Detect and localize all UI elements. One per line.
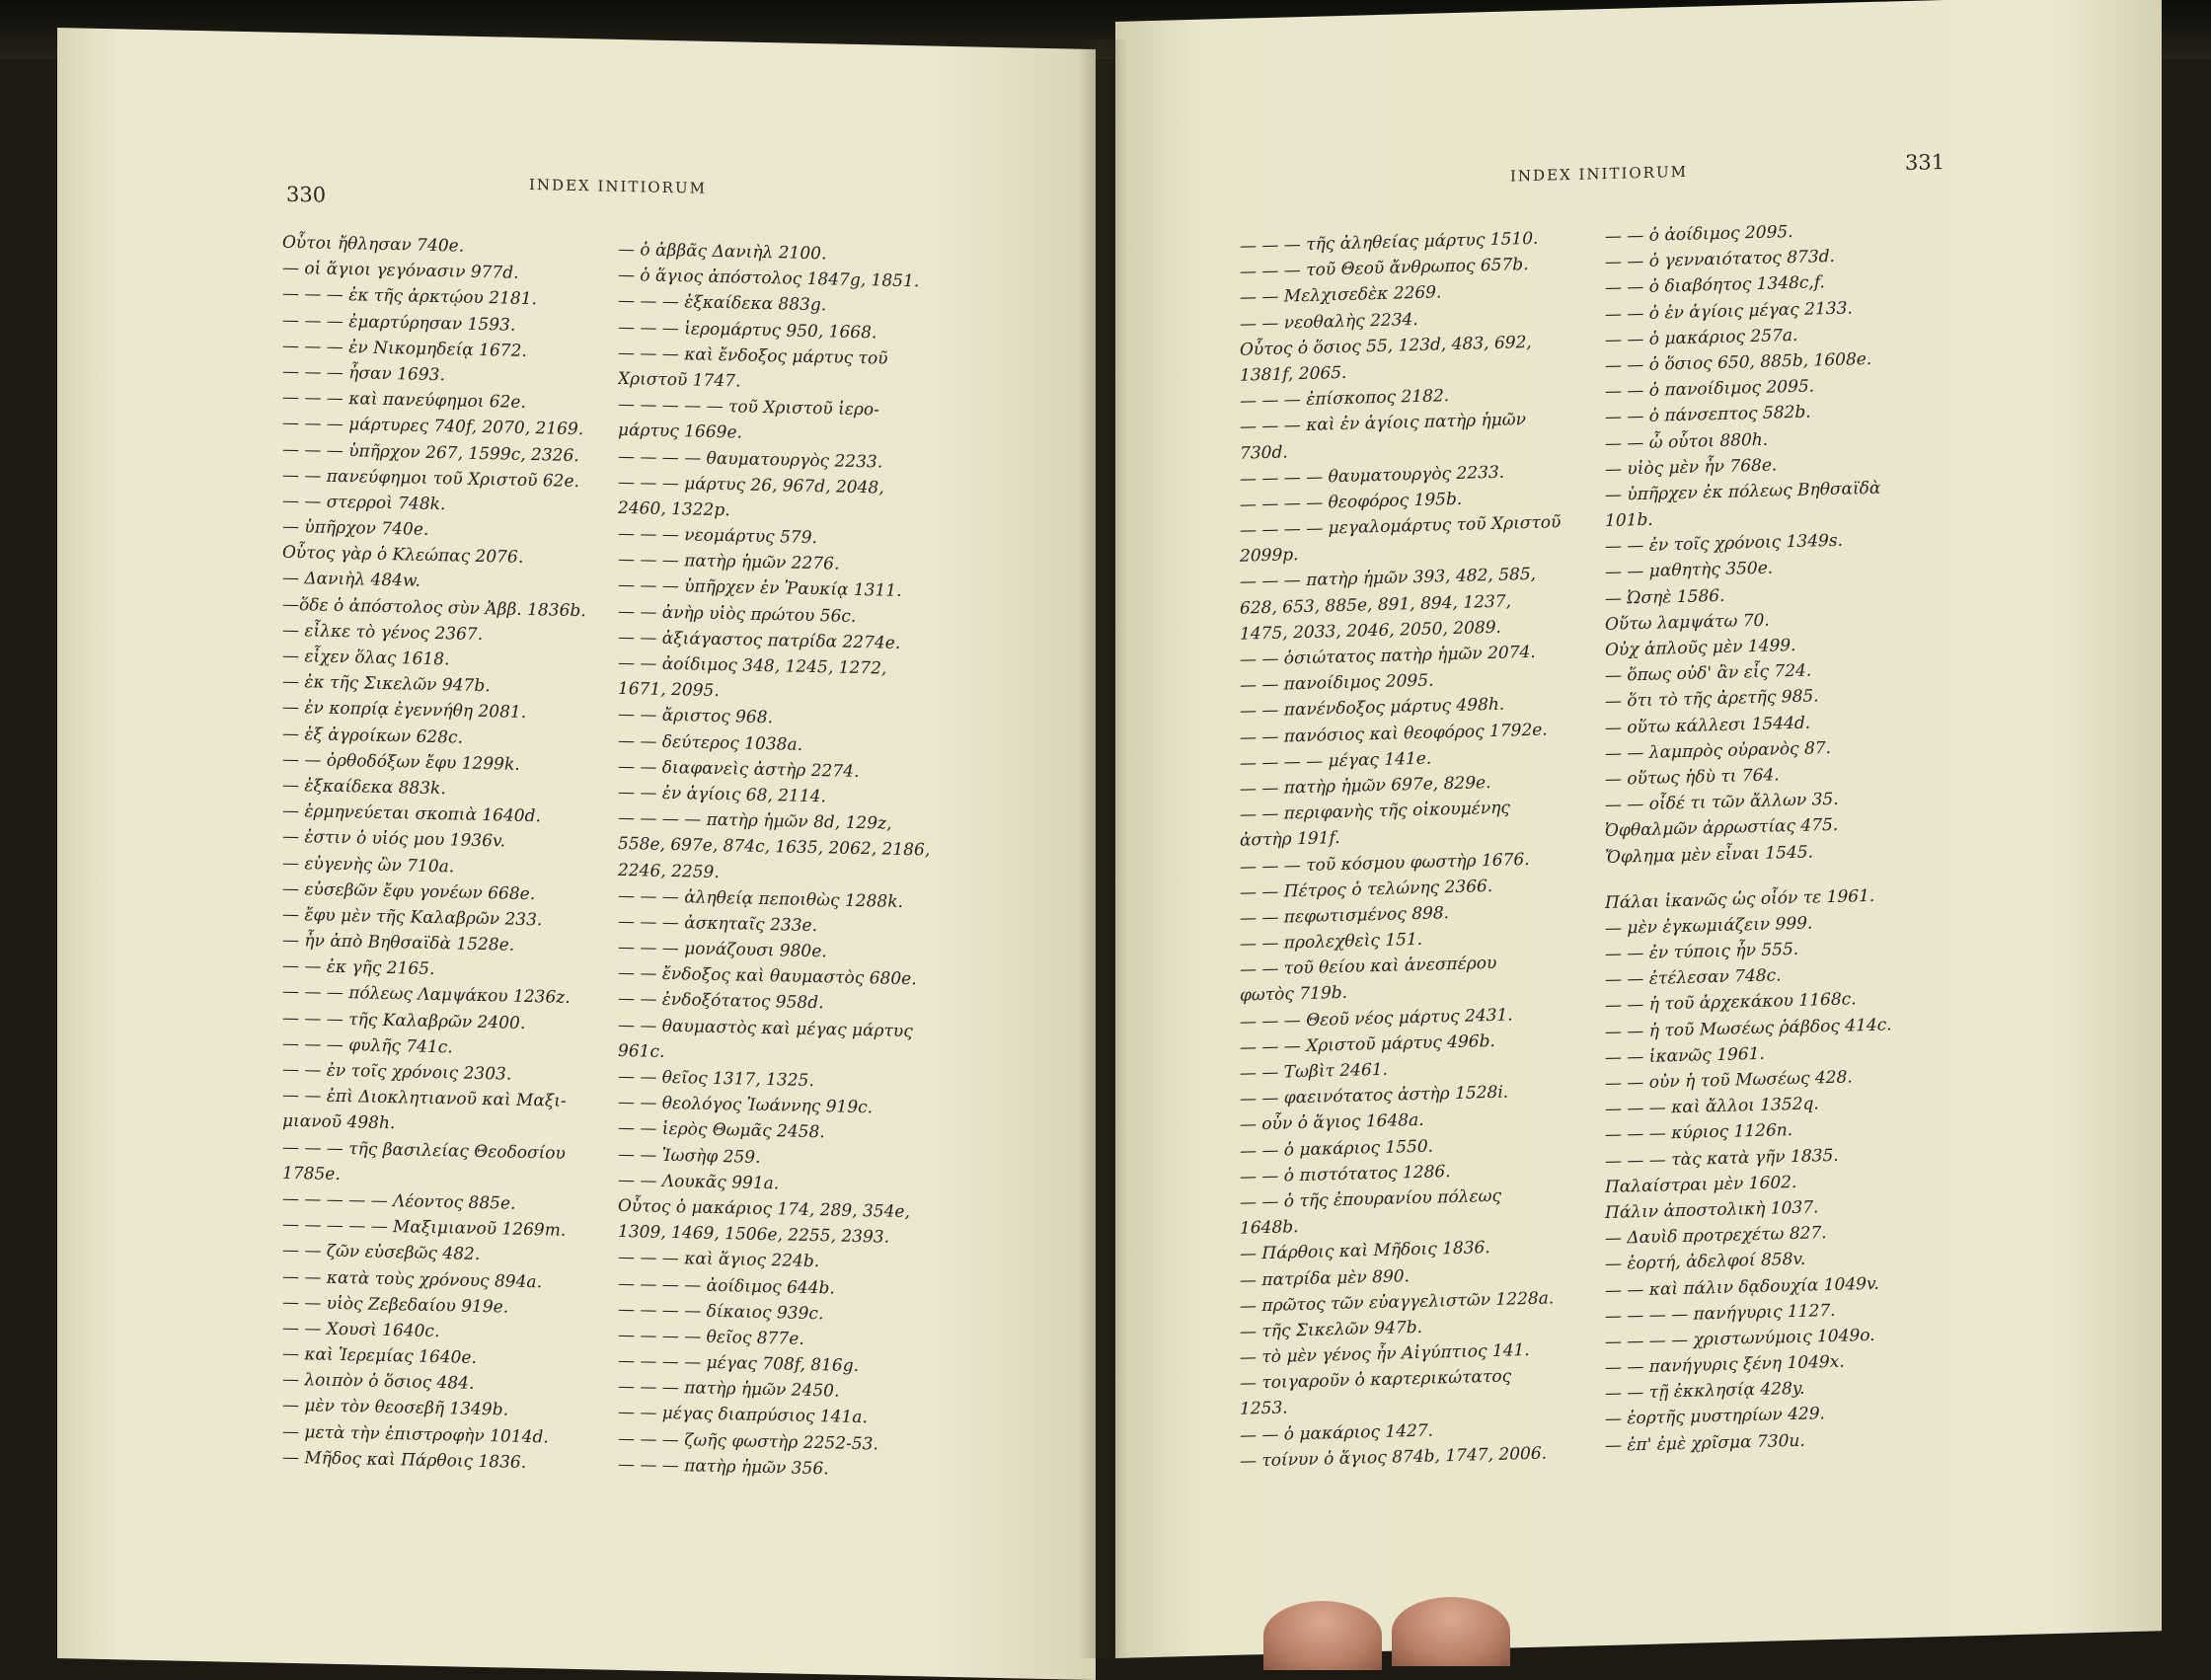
- index-entry: — — Τωβὶτ 2461.: [1240, 1059, 1388, 1084]
- index-entry: — — — τῆς Καλαβρῶν 2400.: [282, 1008, 526, 1033]
- index-entry: Πάλαι ἱκανῶς ὡς οἷόν τε 1961.: [1605, 885, 1875, 913]
- index-entry: — — Λουκᾶς 991a.: [618, 1170, 780, 1194]
- index-entry: — — ἐκ γῆς 2165.: [282, 956, 435, 980]
- index-entry: — — — — — Λέοντος 885e.: [282, 1188, 516, 1214]
- index-entry: — — προλεχθεὶς 151.: [1240, 929, 1423, 955]
- index-entry: — — — — πανήγυρις 1127.: [1605, 1300, 1836, 1327]
- right-page-number: 331: [1905, 150, 1945, 176]
- left-page-number: 330: [286, 182, 327, 207]
- index-entry: 1671, 2095.: [618, 679, 720, 702]
- index-entry: — οὕτω κάλλεσι 1544d.: [1605, 713, 1811, 738]
- index-entry: — — — νεομάρτυς 579.: [618, 523, 817, 549]
- index-entry: — — Μελχισεδὲκ 2269.: [1240, 282, 1442, 309]
- index-entry: — ὅτι τὸ τῆς ἀρετῆς 985.: [1605, 686, 1819, 713]
- index-entry: — — ὁ γενναιότατος 873d.: [1605, 247, 1835, 273]
- index-entry: — — — πατὴρ ἡμῶν 356.: [618, 1454, 829, 1480]
- index-entry: — — ἐν τύποις ἦν 555.: [1605, 939, 1799, 965]
- index-entry: — ὁ ἀββᾶς Δανιὴλ 2100.: [618, 239, 827, 265]
- index-entry: — — πανεύφημοι τοῦ Χριστοῦ 62e.: [282, 465, 579, 492]
- index-entry: — — φαεινότατος ἀστὴρ 1528i.: [1240, 1082, 1509, 1109]
- left-column-1: [282, 230, 648, 1479]
- index-entry: — εὐσεβῶν ἔφυ γονέων 668e.: [282, 878, 536, 904]
- index-entry: — — ὁ μακάριος 1550.: [1240, 1136, 1434, 1162]
- index-entry: 2246, 2259.: [618, 860, 720, 882]
- index-entry: — — — Θεοῦ νέος μάρτυς 2431.: [1240, 1005, 1513, 1032]
- index-entry: — — ζῶν εὐσεβῶς 482.: [282, 1241, 481, 1265]
- index-entry: — — — — θαυματουργὸς 2233.: [618, 446, 883, 473]
- index-entry: — ἐστιν ὁ υἱός μου 1936v.: [282, 827, 506, 852]
- index-entry: 2460, 1322p.: [618, 497, 730, 521]
- index-entry: 1475, 2033, 2046, 2050, 2089.: [1240, 617, 1501, 645]
- index-entry: — ἦν ἀπὸ Βηθσαϊδὰ 1528e.: [282, 930, 515, 955]
- index-entry: — — θεολόγος Ἰωάννης 919c.: [618, 1093, 874, 1118]
- index-entry: — — ἐνδοξότατος 958d.: [618, 989, 824, 1014]
- index-entry: — — — ὑπῆρχεν ἐν Ῥαυκίᾳ 1311.: [618, 575, 902, 602]
- index-entry: — — — πατὴρ ἡμῶν 2450.: [618, 1377, 840, 1402]
- right-column-2: [1605, 214, 1970, 1459]
- index-entry: — ἑορτῆς μυστηρίων 429.: [1605, 1404, 1825, 1430]
- index-entry: — ἐξ ἀγροίκων 628c.: [282, 724, 463, 748]
- index-entry: — — διαφανεὶς ἀστὴρ 2274.: [618, 756, 860, 782]
- index-entry: Οὗτος ὁ ὅσιος 55, 123d, 483, 692,: [1240, 332, 1532, 360]
- index-entry: — — ὁ ὅσιος 650, 885b, 1608e.: [1605, 348, 1872, 376]
- index-entry: —ὅδε ὁ ἀπόστολος σὺν Ἀββ. 1836b.: [282, 594, 586, 621]
- index-entry: — — ὁ τῆς ἐπουρανίου πόλεως: [1240, 1185, 1501, 1213]
- index-entry: — ἐκ τῆς Σικελῶν 947b.: [282, 671, 491, 697]
- index-entry: — — — — θεῖος 877e.: [618, 1325, 804, 1349]
- index-entry: 1381f, 2065.: [1240, 362, 1347, 386]
- index-entry: — — — ἦσαν 1693.: [282, 361, 445, 386]
- index-entry: 628, 653, 885e, 891, 894, 1237,: [1240, 591, 1512, 619]
- index-entry: — — — φυλῆς 741c.: [282, 1033, 453, 1058]
- index-entry: — — ὁσιώτατος πατὴρ ἡμῶν 2074.: [1240, 642, 1536, 670]
- index-entry: — — — πατὴρ ἡμῶν 2276.: [618, 550, 840, 574]
- left-column-2: [618, 237, 983, 1486]
- index-entry: — — πανένδοξος μάρτυς 498h.: [1240, 695, 1505, 723]
- right-running-head: INDEX INITIORUM: [1510, 162, 1688, 186]
- index-entry: ἀστὴρ 191f.: [1240, 828, 1340, 852]
- index-entry: — τῆς Σικελῶν 947b.: [1240, 1317, 1422, 1342]
- index-entry: — — δεύτερος 1038a.: [618, 730, 802, 755]
- index-entry: — ὑπῆρχον 740e.: [282, 516, 429, 540]
- index-entry: — — — πατὴρ ἡμῶν 393, 482, 585,: [1240, 565, 1537, 593]
- index-entry: — — θαυμαστὸς καὶ μέγας μάρτυς: [618, 1015, 913, 1041]
- index-entry: — εἶλκε τὸ γένος 2367.: [282, 620, 484, 645]
- thumb-right: [1392, 1597, 1510, 1666]
- index-entry: — — ὀρθοδόξων ἔφυ 1299k.: [282, 749, 520, 775]
- left-running-head: INDEX INITIORUM: [529, 176, 707, 197]
- index-entry: — — — — — Μαξιμιανοῦ 1269m.: [282, 1214, 567, 1241]
- index-entry: — — — ζωῆς φωστὴρ 2252-53.: [618, 1428, 878, 1455]
- index-entry: — — πεφωτισμένος 898.: [1240, 903, 1450, 929]
- index-entry: — — — ἐμαρτύρησαν 1593.: [282, 310, 516, 336]
- index-entry: — — — — πατὴρ ἡμῶν 8d, 129z,: [618, 808, 892, 834]
- index-entry: — Πάρθοις καὶ Μῆδοις 1836.: [1240, 1238, 1490, 1265]
- index-entry: — ἑρμηνεύεται σκοπιὰ 1640d.: [282, 801, 541, 827]
- index-entry: — — ἀνὴρ υἱὸς πρώτου 56c.: [618, 601, 857, 627]
- index-entry: — — — πόλεως Λαμψάκου 1236z.: [282, 982, 571, 1009]
- index-entry: Οὐχ ἁπλοῦς μὲν 1499.: [1605, 635, 1796, 661]
- index-entry: 101b.: [1605, 509, 1653, 532]
- index-entry: — — — — μεγαλομάρτυς τοῦ Χριστοῦ: [1240, 512, 1562, 541]
- index-entry: — — τοῦ θείου καὶ ἀνεσπέρου: [1240, 954, 1497, 980]
- index-entry: — — υἱὸς Ζεβεδαίου 919e.: [282, 1292, 509, 1318]
- book-gutter: [1078, 39, 1127, 1658]
- index-entry: — — — ἀληθείᾳ πεποιθὼς 1288k.: [618, 885, 903, 912]
- index-entry: — — λαμπρὸς οὐρανὸς 87.: [1605, 737, 1832, 764]
- index-entry: — — ἀξιάγαστος πατρίδα 2274e.: [618, 627, 901, 653]
- index-entry: — — — — ἀοίδιμος 644b.: [618, 1273, 835, 1299]
- index-entry: — — — τοῦ Θεοῦ ἄνθρωπος 657b.: [1240, 255, 1529, 282]
- index-entry: — — ἡ τοῦ Μωσέως ῥάβδος 414c.: [1605, 1015, 1892, 1042]
- index-entry: — — — μάρτυς 26, 967d, 2048,: [618, 472, 884, 498]
- index-entry: 558e, 697e, 874c, 1635, 2062, 2186,: [618, 834, 931, 861]
- index-entry: — — Χουσὶ 1640c.: [282, 1318, 440, 1341]
- index-entry: — — ἐπὶ Διοκλητιανοῦ καὶ Μαξι-: [282, 1085, 567, 1111]
- index-entry: — — νεοθαλὴς 2234.: [1240, 309, 1418, 335]
- index-entry: — — — τῆς βασιλείας Θεοδοσίου: [282, 1137, 566, 1164]
- index-entry: — — — κύριος 1126n.: [1605, 1120, 1793, 1146]
- index-entry: — πατρίδα μὲν 890.: [1240, 1265, 1410, 1291]
- index-entry: — — — ἑξκαίδεκα 883g.: [618, 291, 827, 316]
- index-entry: — — — — θαυματουργὸς 2233.: [1240, 462, 1505, 490]
- right-page: [1115, 0, 2162, 1658]
- index-entry: — — ἀοίδιμος 348, 1245, 1272,: [618, 652, 887, 679]
- index-entry: — — — μονάζουσι 980e.: [618, 937, 827, 962]
- index-entry: — — καὶ πάλιν δᾳδουχία 1049v.: [1605, 1273, 1879, 1301]
- index-entry: — — — — δίκαιος 939c.: [618, 1299, 824, 1324]
- index-entry: — — κατὰ τοὺς χρόνους 894a.: [282, 1266, 542, 1292]
- index-entry: — — ὁ μακάριος 257a.: [1605, 325, 1798, 350]
- index-entry: 1253.: [1240, 1398, 1288, 1420]
- index-entry: — ὅπως οὐδ' ἂν εἷς 724.: [1605, 660, 1812, 687]
- index-entry: 1309, 1469, 1506e, 2255, 2393.: [618, 1222, 890, 1248]
- index-entry: — — ἡ τοῦ ἀρχεκάκου 1168c.: [1605, 989, 1857, 1017]
- index-entry: — — ὁ πιστότατος 1286.: [1240, 1161, 1451, 1187]
- index-entry: — — — τοῦ κόσμου φωστὴρ 1676.: [1240, 849, 1530, 878]
- index-entry: — — — μάρτυρες 740f, 2070, 2169.: [282, 414, 584, 440]
- index-entry: — — θεῖος 1317, 1325.: [618, 1066, 814, 1092]
- index-entry: — — περιφανὴς τῆς οἰκουμένης: [1240, 798, 1510, 825]
- index-entry: Οὗτος ὁ μακάριος 174, 289, 354e,: [618, 1195, 910, 1223]
- index-entry: — ἑορτή, ἀδελφοί 858v.: [1605, 1249, 1806, 1275]
- index-entry: — τοιγαροῦν ὁ καρτερικώτατος: [1240, 1366, 1512, 1394]
- index-entry: — — — — χριστωνύμοις 1049o.: [1605, 1325, 1875, 1352]
- index-entry: — ἐπ' ἐμὲ χρῖσμα 730u.: [1605, 1430, 1805, 1456]
- index-entry: — — μέγας διαπρύσιος 141a.: [618, 1403, 868, 1428]
- index-entry: — — πανοίδιμος 2095.: [1240, 670, 1434, 696]
- index-entry: — λοιπὸν ὁ ὅσιος 484.: [282, 1370, 475, 1395]
- index-entry: — ἑξκαίδεκα 883k.: [282, 775, 446, 800]
- thumb-left: [1263, 1601, 1382, 1670]
- index-entry: φωτὸς 719b.: [1240, 983, 1348, 1007]
- index-entry: — — ἐτέλεσαν 748c.: [1605, 965, 1782, 991]
- index-entry: — — ἱερὸς Θωμᾶς 2458.: [618, 1118, 825, 1143]
- index-entry: — — Ἰωσὴφ 259.: [618, 1144, 761, 1168]
- index-entry: — μετὰ τὴν ἐπιστροφὴν 1014d.: [282, 1421, 549, 1448]
- index-entry: — μὲν ἐγκωμιάζειν 999.: [1605, 913, 1813, 939]
- index-entry: μιανοῦ 498h.: [282, 1111, 396, 1134]
- index-entry: — — ὁ μακάριος 1427.: [1240, 1420, 1434, 1446]
- index-entry: — οὖν ὁ ἅγιος 1648a.: [1240, 1110, 1424, 1136]
- index-entry: — ἔφυ μὲν τῆς Καλαβρῶν 233.: [282, 904, 543, 931]
- index-entry: — — — ἐπίσκοπος 2182.: [1240, 386, 1450, 412]
- index-entry: — — — — — τοῦ Χριστοῦ ἱερο-: [618, 395, 879, 420]
- right-column-1: [1240, 224, 1605, 1475]
- index-entry: — εὐγενὴς ὢν 710a.: [282, 853, 455, 877]
- index-entry: μάρτυς 1669e.: [618, 420, 742, 443]
- index-entry: 1785e.: [282, 1163, 341, 1184]
- index-entry: — — ἱκανῶς 1961.: [1605, 1043, 1765, 1068]
- index-entry: — — ὁ πανοίδιμος 2095.: [1605, 376, 1815, 403]
- index-entry: — μὲν τὸν θεοσεβῆ 1349b.: [282, 1396, 508, 1421]
- index-entry: — Δαυὶδ προτρεχέτω 827.: [1605, 1223, 1827, 1250]
- index-entry: 1648b.: [1240, 1217, 1299, 1239]
- index-entry: — — — τῆς ἀληθείας μάρτυς 1510.: [1240, 228, 1539, 257]
- index-entry: — — μαθητὴς 350e.: [1605, 558, 1774, 583]
- index-entry: — — — Χριστοῦ μάρτυς 496b.: [1240, 1031, 1495, 1058]
- index-entry: — — ὁ ἀοίδιμος 2095.: [1605, 222, 1793, 248]
- index-entry: — πρῶτος τῶν εὐαγγελιστῶν 1228a.: [1240, 1288, 1555, 1317]
- index-entry: Οὕτω λαμψάτω 70.: [1605, 610, 1770, 635]
- index-entry: 961c.: [618, 1040, 665, 1062]
- index-entry: Οὗτος γὰρ ὁ Κλεώπας 2076.: [282, 543, 524, 569]
- index-entry: — — — καὶ πανεύφημοι 62e.: [282, 387, 526, 414]
- index-entry: — οὕτως ἡδὺ τι 764.: [1605, 765, 1780, 790]
- index-entry: Πάλιν ἀποστολικὴ 1037.: [1605, 1197, 1819, 1223]
- index-entry: — υἱὸς μὲν ἦν 768e.: [1605, 455, 1778, 480]
- index-entry: — — — ἐν Νικομηδείᾳ 1672.: [282, 336, 527, 361]
- index-entry: — — ἐν τοῖς χρόνοις 2303.: [282, 1059, 512, 1085]
- index-entry: — — πανόσιος καὶ θεοφόρος 1792e.: [1240, 720, 1548, 748]
- index-entry: — — — ἐκ τῆς ἀρκτῴου 2181.: [282, 284, 537, 310]
- index-entry: — — ἐν τοῖς χρόνοις 1349s.: [1605, 530, 1843, 558]
- index-entry: — — ἐν ἁγίοις 68, 2114.: [618, 782, 826, 807]
- index-entry: — — — ἀσκηταῖς 233e.: [618, 911, 818, 937]
- index-entry: — Μῆδος καὶ Πάρθοις 1836.: [282, 1447, 527, 1473]
- index-entry: — Ὠσηὲ 1586.: [1605, 585, 1725, 609]
- index-entry: — — ἔνδοξος καὶ θαυμαστὸς 680e.: [618, 963, 917, 990]
- index-entry: — — ὦ οὗτοι 880h.: [1605, 429, 1769, 454]
- index-entry: Παλαίστραι μὲν 1602.: [1605, 1172, 1797, 1197]
- index-entry: — ὁ ἅγιος ἀπόστολος 1847g, 1851.: [618, 266, 920, 292]
- index-entry: — τὸ μὲν γένος ἦν Αἰγύπτιος 141.: [1240, 1340, 1530, 1368]
- index-entry: — — — — μέγας 708f, 816g.: [618, 1350, 860, 1377]
- index-entry: — οἱ ἅγιοι γεγόνασιν 977d.: [282, 258, 519, 283]
- index-entry: — — — ἱερομάρτυς 950, 1668.: [618, 317, 877, 343]
- index-entry: — — — ὑπῆρχον 267, 1599c, 2326.: [282, 439, 579, 466]
- index-entry: — καὶ Ἱερεμίας 1640e.: [282, 1343, 477, 1368]
- index-entry: Χριστοῦ 1747.: [618, 368, 741, 392]
- index-entry: — τοίνυν ὁ ἅγιος 874b, 1747, 2006.: [1240, 1443, 1548, 1472]
- index-entry: — ὑπῆρχεν ἐκ πόλεως Βηθσαϊδὰ: [1605, 478, 1881, 505]
- index-entry: — — — — μέγας 141e.: [1240, 748, 1432, 774]
- index-entry: — — ὁ πάνσεπτος 582b.: [1605, 402, 1811, 428]
- index-entry: Οὗτοι ἤθλησαν 740e.: [282, 232, 465, 257]
- index-entry: — — — — θεοφόρος 195b.: [1240, 489, 1463, 515]
- index-entry: — Δανιὴλ 484w.: [282, 569, 420, 592]
- index-entry: — — στερροὶ 748k.: [282, 491, 446, 515]
- index-entry: Ὄφλημα μὲν εἶναι 1545.: [1605, 841, 1813, 868]
- index-entry: — — — καὶ ἐν ἁγίοις πατὴρ ἡμῶν: [1240, 410, 1526, 438]
- index-entry: — — οἶδέ τι τῶν ἄλλων 35.: [1605, 789, 1839, 816]
- index-entry: — εἶχεν ὅλας 1618.: [282, 646, 450, 670]
- index-entry: — — τῇ ἐκκλησίᾳ 428y.: [1605, 1378, 1805, 1405]
- index-entry: — — — καὶ ἄλλοι 1352q.: [1605, 1094, 1819, 1120]
- left-page: [57, 28, 1096, 1680]
- index-entry: — — Πέτρος ὁ τελώνης 2366.: [1240, 876, 1493, 903]
- index-entry: 730d.: [1240, 441, 1288, 464]
- index-entry: — — ὁ διαβόητος 1348c,f.: [1605, 272, 1825, 299]
- index-entry: Ὀφθαλμῶν ἀρρωστίας 475.: [1605, 815, 1839, 842]
- index-entry: — — πανήγυρις ξένη 1049x.: [1605, 1351, 1845, 1379]
- index-entry: — — ἄριστος 968.: [618, 705, 773, 728]
- index-entry: 2099p.: [1240, 545, 1299, 567]
- index-entry: — — — καὶ ἅγιος 224b.: [618, 1248, 820, 1272]
- index-entry: — — — τὰς κατὰ γῆν 1835.: [1605, 1145, 1839, 1172]
- index-entry: — — πατὴρ ἡμῶν 697e, 829e.: [1240, 772, 1491, 800]
- index-entry: — — — καὶ ἔνδοξος μάρτυς τοῦ: [618, 343, 888, 369]
- index-entry: — — οὐν ἡ τοῦ Μωσέως 428.: [1605, 1067, 1853, 1095]
- index-entry: — — ὁ ἐν ἁγίοις μέγας 2133.: [1605, 298, 1853, 325]
- index-entry: — ἐν κοπρίᾳ ἐγεννήθη 2081.: [282, 698, 527, 724]
